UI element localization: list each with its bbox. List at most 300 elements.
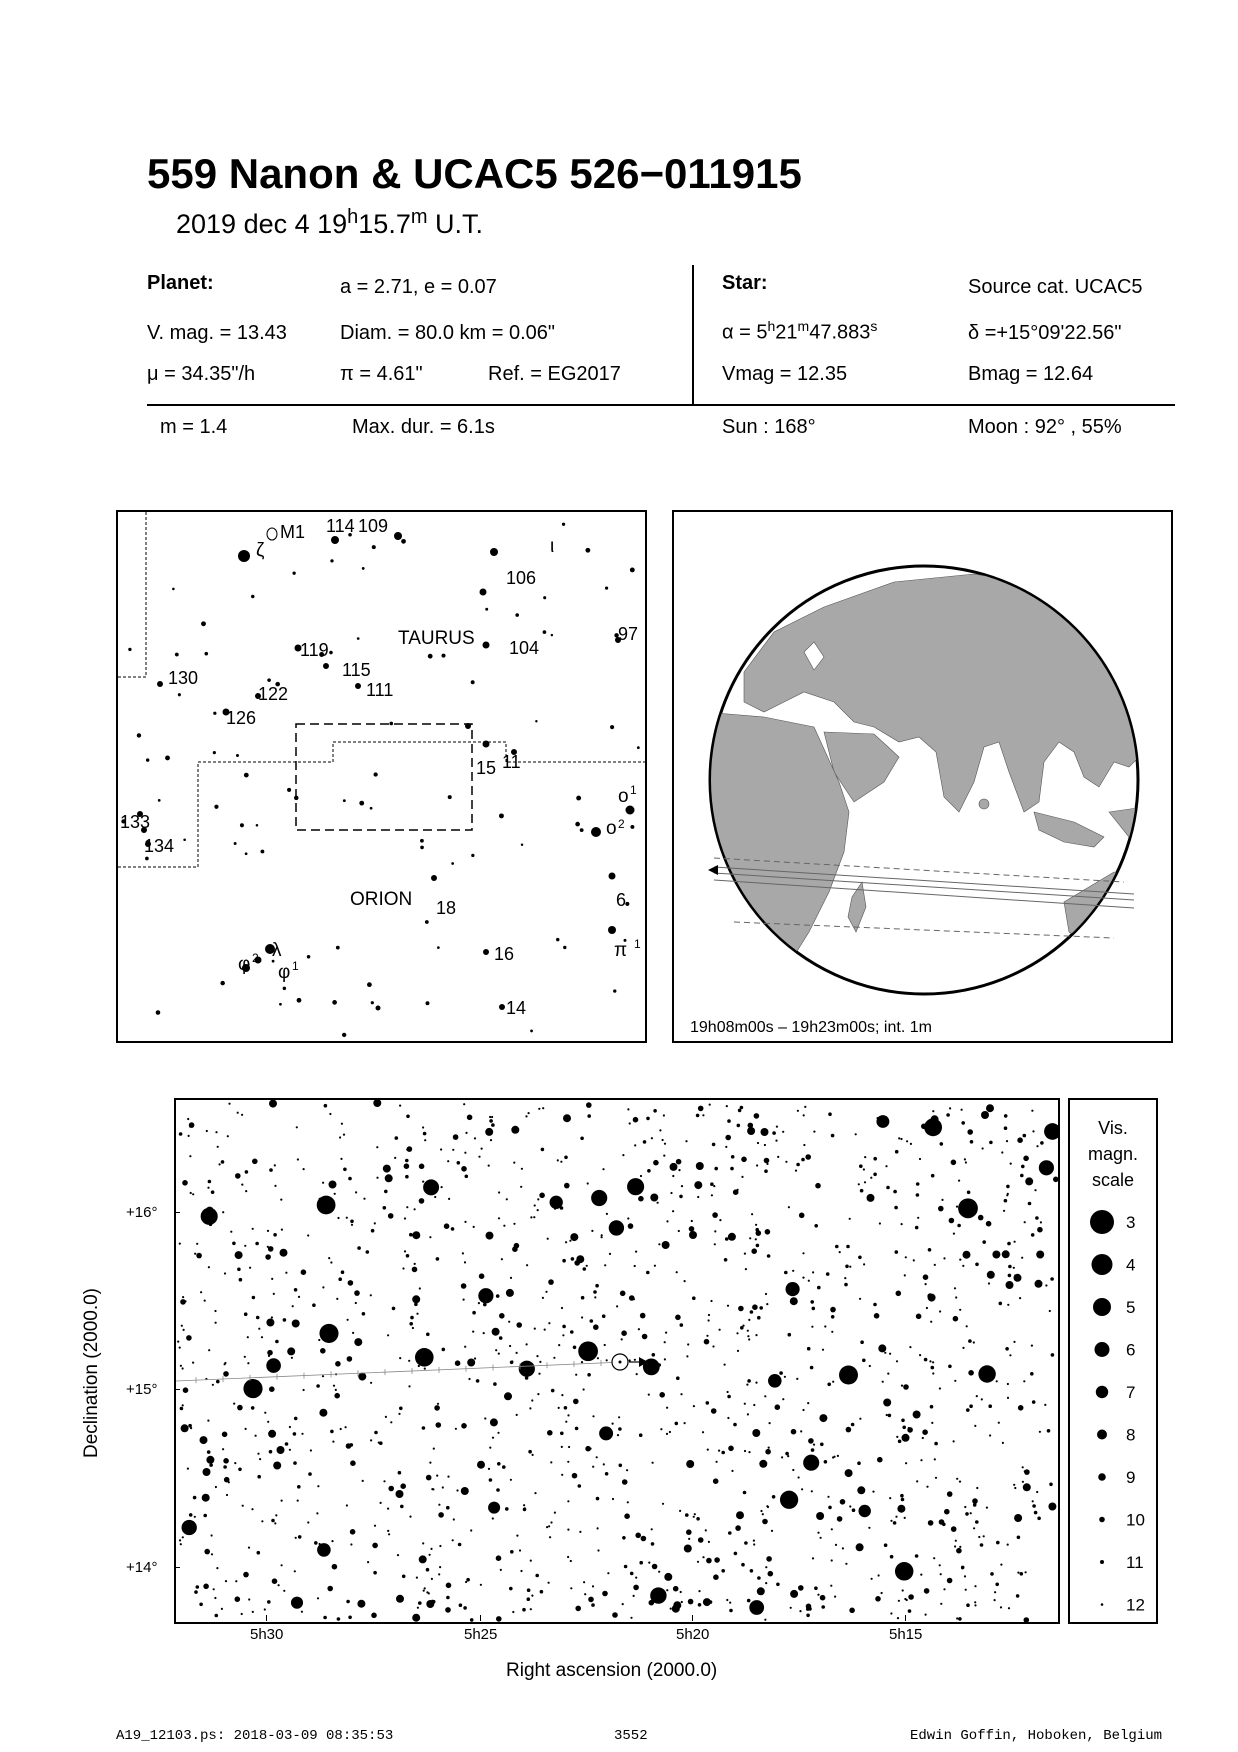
chart-star (901, 1385, 903, 1387)
finder-star (367, 982, 372, 987)
chart-star (748, 1451, 750, 1453)
chart-star (713, 1574, 719, 1580)
chart-star (348, 1616, 352, 1620)
chart-star (711, 1408, 717, 1414)
chart-star (434, 1405, 440, 1411)
chart-star (548, 1582, 550, 1584)
chart-star (630, 1617, 632, 1619)
finder-star (373, 772, 377, 776)
chart-star (719, 1219, 721, 1221)
chart-star (924, 1588, 930, 1594)
chart-star (179, 1132, 183, 1136)
chart-star (812, 1307, 816, 1311)
chart-star (574, 1260, 580, 1266)
chart-star (212, 1384, 214, 1386)
chart-star (755, 1334, 757, 1336)
chart-star (412, 1231, 420, 1239)
chart-star (897, 1617, 899, 1619)
chart-star (956, 1478, 958, 1480)
chart-star (591, 1190, 607, 1206)
chart-star (527, 1597, 531, 1601)
chart-star (329, 1113, 331, 1115)
chart-star (272, 1578, 278, 1584)
chart-star (627, 1217, 629, 1219)
chart-star (749, 1237, 751, 1239)
chart-star (343, 1168, 347, 1172)
finder-star (609, 873, 616, 880)
chart-star (1045, 1284, 1047, 1286)
chart-star (241, 1613, 243, 1615)
chart-star (898, 1137, 900, 1139)
chart-star (558, 1407, 560, 1409)
chart-star (712, 1143, 716, 1147)
chart-star (685, 1513, 689, 1517)
chart-star (431, 1600, 433, 1602)
chart-star (835, 1245, 839, 1249)
chart-star (1040, 1221, 1042, 1223)
legend-mag-dot (1098, 1473, 1106, 1481)
chart-star (243, 1572, 249, 1578)
chart-star (511, 1360, 513, 1362)
chart-star (508, 1321, 510, 1323)
chart-star (748, 1319, 750, 1321)
chart-star (669, 1431, 671, 1433)
chart-star (458, 1543, 462, 1547)
chart-star (352, 1332, 354, 1334)
chart-star (974, 1604, 976, 1606)
finder-star (307, 955, 311, 959)
finder-star (355, 683, 361, 689)
chart-star (876, 1115, 889, 1128)
finder-star (343, 799, 346, 802)
chart-star (215, 1614, 219, 1618)
chart-star (810, 1366, 814, 1370)
chart-star (335, 1389, 337, 1391)
chart-star (539, 1193, 545, 1199)
chart-star (274, 1164, 276, 1166)
chart-star (530, 1608, 532, 1610)
chart-star (1022, 1481, 1024, 1483)
chart-star (405, 1175, 409, 1179)
chart-star (481, 1148, 483, 1150)
chart-star (817, 1594, 819, 1596)
chart-star (301, 1611, 303, 1613)
chart-star (806, 1604, 812, 1610)
chart-star (1031, 1110, 1033, 1112)
chart-star (858, 1256, 862, 1260)
chart-star (596, 1497, 600, 1501)
chart-star (248, 1547, 250, 1549)
chart-star (728, 1531, 732, 1535)
chart-star (237, 1268, 241, 1272)
chart-star (429, 1554, 431, 1556)
finder-star (485, 608, 488, 611)
chart-star (689, 1231, 697, 1239)
chart-star (564, 1406, 568, 1410)
chart-star (545, 1291, 547, 1293)
chart-star (797, 1110, 799, 1112)
chart-star (497, 1462, 501, 1466)
chart-star (211, 1553, 213, 1555)
chart-star (1006, 1140, 1008, 1142)
chart-star (974, 1601, 976, 1603)
chart-star (500, 1569, 502, 1571)
chart-star (784, 1376, 786, 1378)
chart-star (562, 1325, 566, 1329)
chart-star (528, 1450, 532, 1454)
chart-star (925, 1614, 927, 1616)
chart-star (1049, 1310, 1051, 1312)
chart-star (734, 1552, 738, 1556)
chart-star (1006, 1185, 1010, 1189)
chart-star (873, 1173, 877, 1177)
chart-star (478, 1288, 493, 1303)
chart-star (216, 1380, 220, 1384)
chart-star (483, 1332, 485, 1334)
chart-star (693, 1405, 695, 1407)
chart-star (976, 1487, 978, 1489)
chart-star (635, 1251, 637, 1253)
chart-star (627, 1501, 629, 1503)
chart-star (827, 1496, 829, 1498)
chart-star (1036, 1491, 1038, 1493)
chart-star (729, 1609, 733, 1613)
chart-star (963, 1251, 971, 1259)
chart-star (939, 1519, 945, 1525)
chart-star (822, 1349, 824, 1351)
chart-star (716, 1461, 718, 1463)
chart-star (802, 1252, 804, 1254)
chart-star (371, 1613, 377, 1619)
label-omicron2: ο (606, 818, 617, 839)
chart-star (319, 1409, 327, 1417)
chart-star (765, 1229, 771, 1235)
chart-star (235, 1580, 237, 1582)
chart-star (730, 1167, 734, 1171)
chart-star (796, 1378, 798, 1380)
chart-star (182, 1520, 197, 1535)
finder-star (330, 559, 333, 562)
chart-star (654, 1265, 656, 1267)
chart-star (557, 1159, 559, 1161)
chart-star (404, 1217, 406, 1219)
chart-star (355, 1302, 357, 1304)
chart-star (547, 1238, 549, 1240)
chart-star (188, 1135, 190, 1137)
footer-page: 3552 (614, 1728, 648, 1744)
chart-star (575, 1606, 581, 1612)
chart-star (244, 1312, 248, 1316)
chart-star (1034, 1189, 1036, 1191)
chart-star (622, 1536, 626, 1540)
chart-star (405, 1159, 409, 1163)
chart-star (473, 1226, 475, 1228)
chart-star (572, 1473, 578, 1479)
chart-star (824, 1325, 826, 1327)
finder-star (165, 756, 170, 761)
chart-star (775, 1140, 777, 1142)
chart-star (520, 1186, 522, 1188)
chart-star (691, 1220, 693, 1222)
chart-star (418, 1365, 420, 1367)
chart-star (1017, 1137, 1023, 1143)
ut-label: U.T. (427, 209, 484, 239)
finder-star (146, 758, 149, 761)
chart-star (849, 1608, 855, 1614)
chart-star (390, 1421, 392, 1423)
legend-mag-dot (1100, 1560, 1104, 1564)
chart-star (371, 1229, 375, 1233)
chart-star (987, 1271, 995, 1279)
chart-star (267, 1600, 271, 1604)
chart-star (995, 1583, 999, 1587)
chart-star (934, 1264, 936, 1266)
chart-star (786, 1282, 800, 1296)
chart-star (769, 1422, 771, 1424)
chart-star (622, 1479, 628, 1485)
chart-star (792, 1469, 794, 1471)
footer-author: Edwin Goffin, Hoboken, Belgium (910, 1728, 1163, 1744)
chart-star (602, 1591, 608, 1597)
chart-star (901, 1419, 905, 1423)
chart-star (1024, 1221, 1026, 1223)
chart-star (265, 1254, 271, 1260)
chart-star (415, 1348, 434, 1367)
chart-star (907, 1427, 913, 1433)
chart-star (244, 1245, 246, 1247)
chart-star (830, 1585, 832, 1587)
chart-star (388, 1213, 394, 1219)
chart-star (900, 1138, 902, 1140)
chart-star (257, 1551, 261, 1555)
chart-star (255, 1435, 257, 1437)
chart-star (906, 1140, 908, 1142)
chart-star (904, 1274, 906, 1276)
chart-star (878, 1344, 886, 1352)
chart-star (992, 1251, 1000, 1259)
chart-star (800, 1430, 802, 1432)
chart-star (485, 1128, 493, 1136)
chart-star (627, 1178, 644, 1195)
chart-star (189, 1513, 193, 1517)
chart-star (308, 1472, 312, 1476)
chart-star (394, 1157, 396, 1159)
chart-star (698, 1537, 704, 1543)
chart-star (202, 1494, 210, 1502)
chart-star (882, 1381, 884, 1383)
finder-chart (116, 510, 647, 1043)
chart-star (440, 1148, 442, 1150)
chart-star (542, 1107, 544, 1109)
chart-star (219, 1163, 221, 1165)
chart-star (597, 1357, 599, 1359)
finder-star (157, 681, 163, 687)
label-97: 97 (618, 624, 639, 644)
chart-star (277, 1446, 285, 1454)
legend-title-line2: magn. (1087, 1144, 1139, 1164)
chart-star (540, 1590, 544, 1594)
chart-star (1004, 1199, 1008, 1203)
finder-star (178, 693, 181, 696)
label-133: 133 (120, 812, 151, 832)
chart-star (939, 1310, 941, 1312)
chart-star (406, 1206, 408, 1208)
chart-star (489, 1116, 491, 1118)
chart-star (607, 1572, 609, 1574)
finder-star (260, 850, 264, 854)
chart-star (1003, 1210, 1005, 1212)
chart-star (871, 1578, 873, 1580)
finder-star (220, 981, 224, 985)
finder-star (499, 1004, 505, 1010)
chart-star (491, 1123, 495, 1127)
finder-star (442, 654, 446, 658)
chart-star (919, 1354, 921, 1356)
chart-star (939, 1564, 941, 1566)
chart-star (181, 1424, 189, 1432)
chart-star (294, 1288, 298, 1292)
chart-star (416, 1313, 418, 1315)
chart-star (466, 1578, 470, 1582)
chart-star (376, 1146, 378, 1148)
chart-star (967, 1191, 971, 1195)
legend-mag-dot (1093, 1298, 1111, 1316)
chart-star (179, 1347, 181, 1349)
finder-star (336, 946, 340, 950)
chart-star (463, 1606, 467, 1610)
chart-star (915, 1226, 919, 1230)
chart-star (925, 1283, 927, 1285)
chart-star (224, 1272, 226, 1274)
chart-star (697, 1196, 699, 1198)
finder-star (451, 862, 454, 865)
chart-star (989, 1141, 993, 1145)
chart-star (521, 1168, 523, 1170)
chart-star (243, 1379, 262, 1398)
chart-star (687, 1343, 689, 1345)
chart-star (803, 1144, 805, 1146)
chart-star (766, 1556, 772, 1562)
chart-star (849, 1266, 851, 1268)
chart-star (764, 1158, 770, 1164)
chart-star (1010, 1163, 1012, 1165)
chart-star (297, 1500, 299, 1502)
legend-mag-label: 8 (1126, 1425, 1136, 1445)
chart-star (307, 1234, 309, 1236)
chart-star (807, 1402, 809, 1404)
chart-star (516, 1322, 522, 1328)
chart-star (258, 1328, 260, 1330)
chart-star (436, 1475, 438, 1477)
chart-star (224, 1363, 226, 1365)
chart-star (820, 1595, 826, 1601)
event-max-duration: Max. dur. = 6.1s (352, 416, 495, 438)
chart-star (713, 1185, 715, 1187)
chart-star (580, 1137, 584, 1141)
chart-star (214, 1597, 216, 1599)
chart-star (1024, 1617, 1030, 1622)
chart-star (782, 1398, 784, 1400)
chart-star (684, 1280, 686, 1282)
chart-star (424, 1587, 426, 1589)
finder-star (370, 807, 373, 810)
chart-star (831, 1315, 835, 1319)
chart-star (944, 1509, 950, 1515)
chart-star (579, 1531, 581, 1533)
chart-star (591, 1603, 595, 1607)
chart-star (208, 1266, 210, 1268)
chart-star (252, 1611, 254, 1613)
finder-star (637, 746, 640, 749)
finder-star (535, 720, 537, 722)
y-tick-mark (174, 1389, 180, 1390)
chart-star (516, 1414, 518, 1416)
chart-star (252, 1296, 256, 1300)
chart-star (617, 1434, 619, 1436)
chart-star (351, 1224, 353, 1226)
chart-star (182, 1536, 184, 1538)
chart-star (1048, 1503, 1056, 1511)
chart-star (929, 1360, 931, 1362)
label-130: 130 (168, 668, 199, 688)
chart-star (510, 1277, 512, 1279)
chart-star (239, 1278, 243, 1282)
chart-star (694, 1181, 702, 1189)
chart-star (275, 1514, 277, 1516)
chart-star (581, 1361, 583, 1363)
label-14: 14 (506, 998, 527, 1018)
y-tick-16: +16° (126, 1204, 158, 1221)
chart-star (940, 1603, 942, 1605)
chart-star (280, 1199, 282, 1201)
chart-star (978, 1215, 984, 1221)
chart-star (264, 1608, 266, 1610)
chart-star (1024, 1469, 1030, 1475)
chart-star (596, 1456, 598, 1458)
chart-star (756, 1164, 758, 1166)
chart-star (337, 1217, 339, 1219)
chart-star (442, 1348, 446, 1352)
chart-star (222, 1432, 228, 1438)
chart-star (587, 1182, 589, 1184)
chart-star (744, 1253, 746, 1255)
chart-star (728, 1446, 734, 1452)
chart-star (750, 1310, 754, 1314)
chart-star (755, 1238, 757, 1240)
chart-star (902, 1426, 906, 1430)
finder-star (394, 532, 402, 540)
chart-star (516, 1535, 518, 1537)
chart-star (885, 1165, 887, 1167)
chart-star (622, 1603, 624, 1605)
finder-star (256, 824, 259, 827)
chart-star (916, 1480, 918, 1482)
chart-star (846, 1427, 852, 1433)
chart-star (711, 1194, 713, 1196)
chart-star (350, 1443, 354, 1447)
chart-star (221, 1608, 223, 1610)
chart-star (589, 1448, 591, 1450)
chart-star (724, 1364, 726, 1366)
finder-star (420, 846, 424, 850)
finder-star (251, 595, 254, 598)
chart-star (737, 1189, 739, 1191)
chart-star (714, 1557, 720, 1563)
chart-star (221, 1160, 225, 1164)
chart-star (385, 1416, 387, 1418)
finder-star (376, 1006, 381, 1011)
chart-star (759, 1460, 767, 1468)
